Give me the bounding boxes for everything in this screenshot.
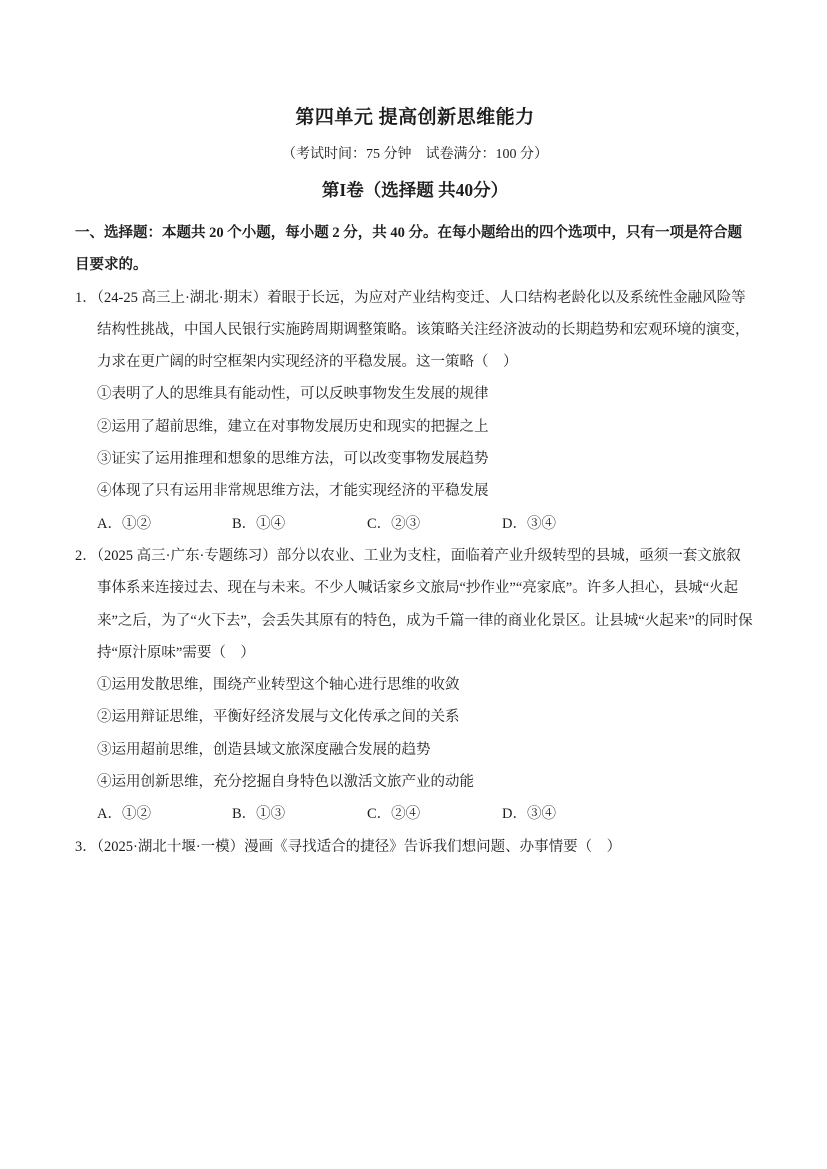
- statement: ④运用创新思维，充分挖掘自身特色以激活文旅产业的动能: [97, 774, 474, 791]
- question-stem: [75, 831, 755, 863]
- choice-value: ①②: [121, 515, 151, 532]
- statement-list: [75, 669, 755, 798]
- choice-value: ②④: [391, 806, 421, 823]
- question-stem: [75, 282, 755, 379]
- choice-a: [97, 798, 232, 830]
- choice-c: [367, 508, 502, 540]
- section-title: 第I卷（选择题 共40分）: [321, 180, 509, 200]
- choices-row: [75, 798, 755, 830]
- question-number: 3．: [75, 838, 97, 855]
- choice-d: [502, 508, 556, 540]
- statement: ②运用辩证思维，平衡好经济发展与文化传承之间的关系: [97, 709, 460, 726]
- question-stem-text: （24-25 高三上·湖北·期末）着眼于长远，为应对产业结构变迁、人口结构老龄化以及系统性金融风险等结构性挑战，中国人民银行实施跨周期调整策略。该策略关注经济波动的长期趋势和宏观环境的演变，力求在更广阔的时空框架内实现经济的平稳发展。这一策略（ ）: [96, 289, 750, 371]
- choice-d: [502, 798, 556, 830]
- question-1: [75, 282, 755, 540]
- statement: ③证实了运用推理和想象的思维方法，可以改变事物发展趋势: [97, 451, 489, 468]
- choice-label: A．: [97, 806, 122, 823]
- choice-label: B．: [232, 515, 257, 532]
- choice-a: [97, 508, 232, 540]
- section-intro: 一、选择题：本题共 20 个小题，每小题 2 分，共 40 分。在每小题给出的四个选项中，只有一项是符合题目要求的。: [75, 225, 742, 274]
- question-stem-text: （2025·湖北十堰·一模）漫画《寻找适合的捷径》告诉我们想问题、办事情要（ ）: [96, 838, 622, 855]
- choice-label: A．: [97, 515, 122, 532]
- choice-label: D．: [502, 515, 527, 532]
- choice-b: [232, 798, 367, 830]
- choice-c: [367, 798, 502, 830]
- choice-label: C．: [367, 515, 392, 532]
- question-stem-text: （2025 高三·广东·专题练习）部分以农业、工业为支柱，面临着产业升级转型的县城，亟须一套文旅叙事体系来连接过去、现在与未来。不少人喊话家乡文旅局“抄作业”“亮家底”。许多人担心，县城“火起来”之后，为了“火下去”，会丢失其原有的特色，成为千篇一律的商业化景区。让县城“火起来”的同时保持“原汁原味”需要（ ）: [96, 547, 753, 661]
- question-3: [75, 831, 755, 863]
- question-number: 1．: [75, 289, 97, 306]
- choices-row: [75, 508, 755, 540]
- choice-value: ①③: [256, 806, 286, 823]
- choice-value: ①④: [256, 515, 286, 532]
- statement: ④体现了只有运用非常规思维方法，才能实现经济的平稳发展: [97, 483, 489, 500]
- choice-label: B．: [232, 806, 257, 823]
- statement-list: [75, 378, 755, 507]
- choice-value: ③④: [526, 806, 556, 823]
- choice-b: [232, 508, 367, 540]
- question-2: [75, 540, 755, 831]
- choice-value: ①②: [121, 806, 151, 823]
- statement: ②运用了超前思维，建立在对事物发展历史和现实的把握之上: [97, 418, 489, 435]
- statement: ③运用超前思维，创造县域文旅深度融合发展的趋势: [97, 741, 431, 758]
- question-stem: [75, 540, 755, 669]
- choice-label: C．: [367, 806, 392, 823]
- statement: ①表明了人的思维具有能动性，可以反映事物发生发展的规律: [97, 386, 489, 403]
- question-number: 2．: [75, 547, 97, 564]
- exam-info: （考试时间：75 分钟 试卷满分：100 分）: [282, 147, 548, 162]
- statement: ①运用发散思维，围绕产业转型这个轴心进行思维的收敛: [97, 677, 460, 694]
- choice-value: ③④: [526, 515, 556, 532]
- choice-value: ②③: [391, 515, 421, 532]
- choice-label: D．: [502, 806, 527, 823]
- page-title: 第四单元 提高创新思维能力: [295, 107, 535, 128]
